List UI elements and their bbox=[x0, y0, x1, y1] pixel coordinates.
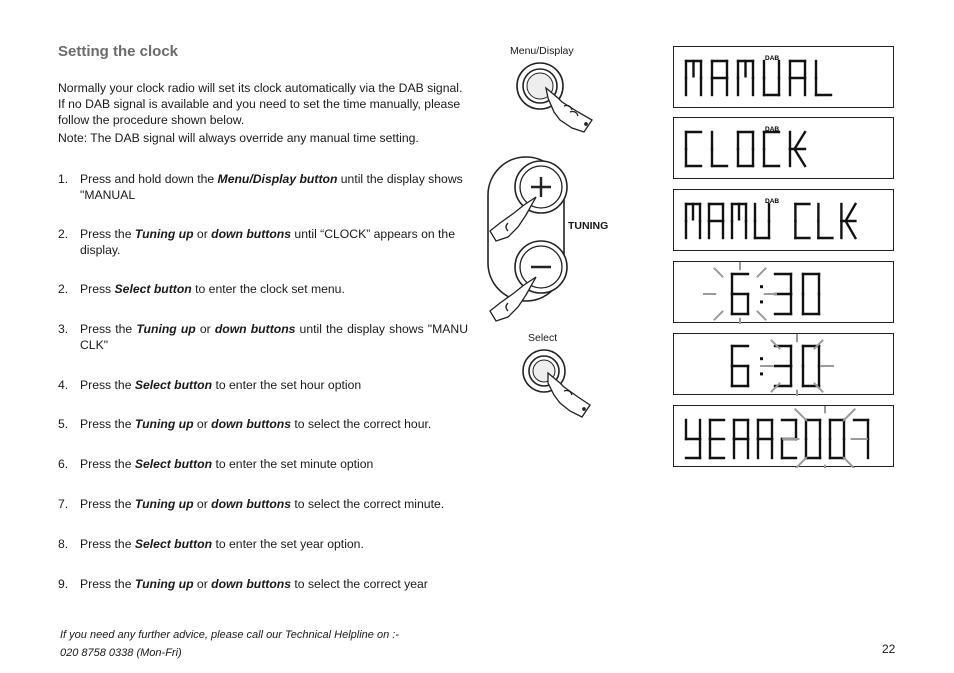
dab-indicator: DAB bbox=[765, 198, 780, 205]
flashing-ray bbox=[772, 384, 780, 392]
pointing-finger-icon bbox=[548, 373, 590, 417]
step-number: 6. bbox=[58, 457, 69, 471]
flashing-ray bbox=[795, 458, 806, 468]
lcd-character bbox=[732, 204, 746, 238]
step-7: 7. Press the Tuning up or down buttons to select the correct minute. bbox=[58, 497, 445, 511]
lcd-screen-year bbox=[673, 405, 894, 467]
lcd-text bbox=[732, 334, 833, 396]
lcd-screen-minute bbox=[673, 333, 894, 395]
lcd-character bbox=[803, 274, 819, 314]
lcd-character bbox=[732, 274, 748, 314]
lcd-text bbox=[686, 406, 868, 468]
step-4: 4. Press the Select button to enter the set hour option bbox=[58, 378, 362, 392]
step-number: 2. bbox=[58, 227, 69, 241]
note-paragraph: Note: The DAB signal will always override any manual time setting. bbox=[58, 131, 419, 145]
select-label: Select bbox=[528, 332, 558, 344]
lcd-character bbox=[816, 61, 831, 95]
step-1: 1. Press and hold down the Menu/Display button until the display shows "MANUAL bbox=[58, 172, 463, 202]
lcd-character bbox=[758, 420, 772, 458]
page-number: 22 bbox=[882, 642, 896, 656]
lcd-character bbox=[686, 132, 701, 166]
flashing-ray bbox=[844, 409, 855, 420]
flashing-rays-icon bbox=[761, 334, 833, 396]
lcd-character bbox=[709, 204, 723, 238]
colon-dot bbox=[760, 357, 763, 360]
lcd-character bbox=[830, 420, 844, 458]
colon-dot bbox=[760, 300, 763, 303]
lcd-character bbox=[710, 420, 724, 458]
lcd-screen-manu-clk bbox=[673, 189, 894, 251]
step-9: 9. Press the Tuning up or down buttons to select the correct year bbox=[58, 577, 428, 591]
step-6: 6. Press the Select button to enter the set minute option bbox=[58, 457, 374, 471]
flashing-ray bbox=[758, 312, 766, 320]
lcd-text bbox=[686, 132, 805, 166]
step-5: 5. Press the Tuning up or down buttons to select the correct hour. bbox=[58, 417, 432, 431]
tuning-label: TUNING bbox=[568, 220, 609, 232]
step-number: 4. bbox=[58, 378, 69, 392]
select-button-illustration bbox=[500, 345, 600, 425]
lcd-text bbox=[686, 204, 855, 238]
lcd-character bbox=[712, 132, 727, 166]
lcd-character bbox=[803, 346, 819, 386]
lcd-character bbox=[732, 346, 748, 386]
step-number: 5. bbox=[58, 417, 69, 431]
step-2-select: 2. Press Select button to enter the clock set menu. bbox=[58, 282, 345, 296]
helpline-text: If you need any further advice, please call our Technical Helpline on :- bbox=[60, 629, 399, 641]
lcd-character bbox=[806, 420, 820, 458]
flashing-ray bbox=[844, 458, 855, 468]
lcd-character bbox=[795, 204, 809, 238]
flashing-ray bbox=[715, 312, 723, 320]
lcd-character bbox=[775, 274, 791, 314]
menu-display-button-illustration bbox=[500, 58, 600, 138]
lcd-character bbox=[755, 204, 769, 238]
lcd-screen-clock bbox=[673, 117, 894, 179]
lcd-character bbox=[686, 420, 700, 458]
flashing-ray bbox=[758, 269, 766, 277]
lcd-screen-hour bbox=[673, 261, 894, 323]
pointing-finger-icon bbox=[546, 88, 592, 132]
lcd-character bbox=[764, 132, 779, 166]
colon-dot bbox=[760, 285, 763, 288]
section-heading: Setting the clock bbox=[58, 43, 179, 60]
lcd-character bbox=[738, 132, 753, 166]
dab-indicator: DAB bbox=[765, 55, 780, 62]
lcd-character bbox=[790, 132, 805, 166]
lcd-text bbox=[704, 262, 819, 324]
flashing-ray bbox=[772, 341, 780, 349]
step-2-tuning: 2. Press the Tuning up or down buttons until “CLOCK” appears on the display. bbox=[58, 227, 455, 257]
step-number: 7. bbox=[58, 497, 69, 511]
lcd-character bbox=[686, 61, 701, 95]
lcd-text bbox=[686, 61, 831, 95]
step-number: 1. bbox=[58, 172, 69, 186]
lcd-character bbox=[841, 204, 855, 238]
flashing-ray bbox=[795, 409, 806, 420]
tuning-buttons-illustration bbox=[486, 153, 576, 328]
intro-paragraph: Normally your clock radio will set its clock automatically via the DAB signal. If no DAB signal is available and you need to set the time manually, please follow the procedure shown below. bbox=[58, 81, 463, 127]
step-number: 8. bbox=[58, 537, 69, 551]
step-3: 3. Press the Tuning up or down buttons until the display shows "MANU CLK" bbox=[58, 322, 468, 352]
lcd-character bbox=[734, 420, 748, 458]
lcd-character bbox=[764, 61, 779, 95]
step-number: 2. bbox=[58, 282, 69, 296]
menu-display-label: Menu/Display bbox=[510, 45, 574, 57]
step-8: 8. Press the Select button to enter the set year option. bbox=[58, 537, 364, 551]
step-number: 3. bbox=[58, 322, 69, 336]
lcd-character bbox=[686, 204, 700, 238]
lcd-screen-manual bbox=[673, 46, 894, 108]
lcd-character bbox=[790, 61, 805, 95]
dab-indicator: DAB bbox=[765, 126, 780, 133]
helpline-number: 020 8758 0338 (Mon-Fri) bbox=[60, 647, 182, 659]
lcd-character bbox=[712, 61, 727, 95]
colon-dot bbox=[760, 372, 763, 375]
lcd-character bbox=[738, 61, 753, 95]
flashing-ray bbox=[715, 269, 723, 277]
lcd-character bbox=[818, 204, 832, 238]
lcd-character bbox=[775, 346, 791, 386]
step-number: 9. bbox=[58, 577, 69, 591]
